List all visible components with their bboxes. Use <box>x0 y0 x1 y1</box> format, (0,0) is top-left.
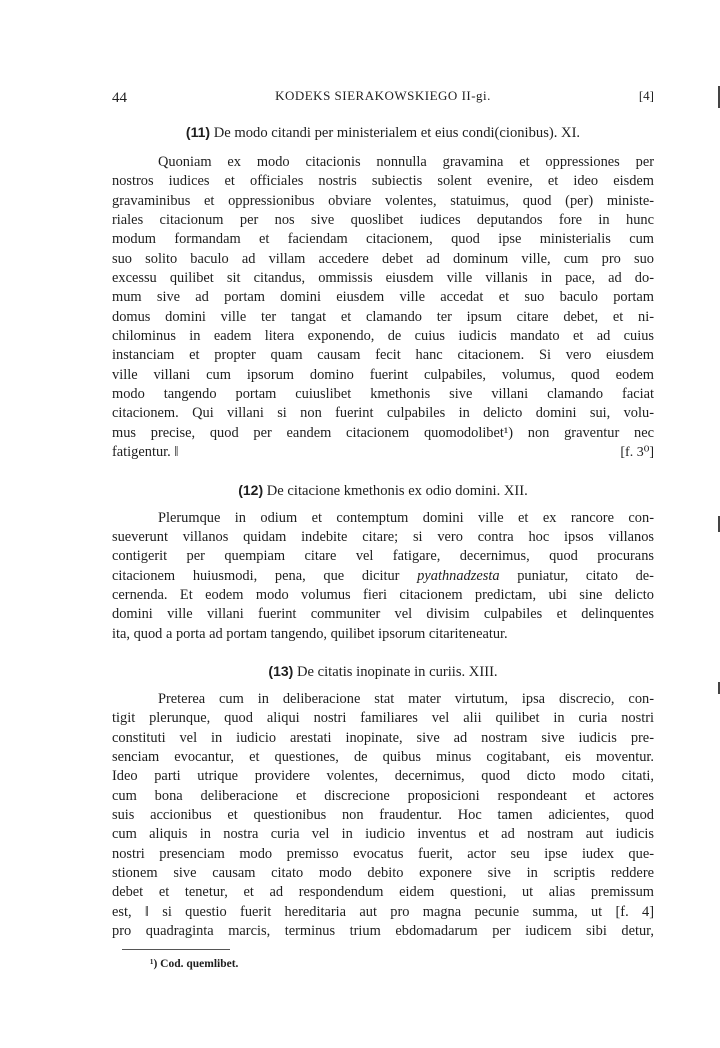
text-line: suis accionibus et questionibus non fraudentur. Hoc tamen adicientes, quod <box>112 806 654 823</box>
section-number: (12) <box>238 481 264 498</box>
text-line: cernenda. Et eodem modo volumus fieri citacionem predictam, ubi sine delicto <box>112 586 654 603</box>
page-header <box>112 88 654 108</box>
section-body <box>112 509 654 644</box>
section-title <box>112 661 654 681</box>
text-line: stionem sive causam citato modo debito exponere sive in scriptis reddere <box>112 865 654 881</box>
last-line-text: fatigentur. ‖ <box>112 444 179 461</box>
section-13 <box>112 661 654 941</box>
section-number: (11) <box>185 124 211 140</box>
text-line <box>112 567 654 586</box>
footnote: ¹) Cod. quemlibet. <box>150 958 239 970</box>
text-line: tigit plerunque, quod aliqui nostri familiares vel alii quilibet in curia nostri <box>112 710 654 727</box>
text-line: ita, quod a porta ad portam tangendo, quilibet ipsorum citariteneatur. <box>112 625 508 642</box>
main-text <box>112 122 654 941</box>
text-line: Preterea cum in deliberacione stat mater virtutum, ipsa discrecio, con- <box>158 690 654 707</box>
text-line: nostros iudices et officiales nostris subiectis solent evenire, et ideo eisdem <box>112 173 654 190</box>
text-line: cum bona deliberacione et discrecione proposicioni respondeant et actores <box>112 787 654 804</box>
section-body <box>112 153 654 463</box>
text-line: Quoniam ex modo citacionis nonnulla gravamina et oppressiones per <box>158 154 654 170</box>
text-line: modo tangendo portam cuiuslibet kmethonis sive villani clamando faciat <box>112 386 654 403</box>
text-line: instanciam et propter quam causam fecit hanc citacionem. Si vero eiusdem <box>112 347 654 364</box>
section-title <box>112 480 654 500</box>
text-line: Plerumque in odium et contemptum domini ville et ex rancore con- <box>158 509 654 526</box>
text-line: sueverunt villanos quidam indebite citare; si vero contra hoc ipsos villanos <box>112 528 654 545</box>
section-number: (13) <box>268 662 294 679</box>
text-segment: puniatur, citato de- <box>517 567 654 584</box>
text-line: domus domini ville ter tangat et clamando ter ipsum citare debet, et ni- <box>112 308 654 325</box>
text-line: suo solito baculo ad villam accedere debet ad dominum ville, cum pro suo <box>112 250 654 267</box>
text-line: debet et tenetur, et ad respondendum eidem questioni, ut alias premissum <box>112 884 654 901</box>
text-line: ville villani cum ipsorum domino fuerint culpabiles, volumus, quod eodem <box>112 366 654 383</box>
text-line: senciam evocantur, et questiones, de quibus minus cogitabant, eis moventur. <box>112 748 654 765</box>
text-line: chilominus in eadem litera exponendo, de cuius iudicis mandato et ad cuius <box>112 328 654 345</box>
text-line: constituti vel in iudicio arestati inopinate, sive ad nostram sive iudicis pre- <box>112 729 654 746</box>
text-line: citacionem. Qui villani si non fuerint culpabiles in delicto domini sui, volu- <box>112 405 654 422</box>
text-line: pro quadraginta marcis, terminus trium ebdomadarum per iudicem sibi detur, <box>112 923 654 940</box>
page-number: 44 <box>112 90 127 106</box>
text-line: mus precise, quod per eandem citacionem quomodolibet¹) non graventur nec <box>112 424 654 441</box>
text-line: riales citacionum per nos sive quoslibet iudices deputandos fore in hunc <box>112 212 654 229</box>
text-line-last <box>112 443 654 462</box>
section-11 <box>112 122 654 463</box>
italic-term: pyathnadzesta <box>417 567 500 584</box>
footnote-rule <box>122 949 230 950</box>
folio-mark: [f. 3⁰] <box>620 445 654 461</box>
section-12 <box>112 480 654 644</box>
text-line: gravaminibus et oppressionibus obviare volentes, statuimus, quod (per) ministe- <box>112 192 654 209</box>
section-body <box>112 690 654 941</box>
section-heading: De citacione kmethonis ex odio domini. XII. <box>266 482 528 499</box>
text-line: contigerit per quempiam citare vel fatigare, decernimus, quod procurans <box>112 548 654 565</box>
text-line: domini ville villani fuerint communiter vel divisim culpabiles et delinquentes <box>112 606 654 623</box>
text-segment: citacionem huiusmodi, pena, que dicitur <box>112 567 400 584</box>
text-line: Ideo parti utrique providere volentes, decernimus, quod dicto modo citati, <box>112 768 654 785</box>
text-line: mum sive ad portam domini eiusdem ville accedat et suo baculo portam <box>112 289 654 306</box>
section-title <box>112 122 654 142</box>
text-line: cum aliquis in nostra curia vel in iudicio inventus et ad nostram aut iudicis <box>112 826 654 843</box>
text-line: nostri presenciam modo premisso evocatus fuerit, actor seu ipse iudex que- <box>112 845 654 862</box>
text-line: modum formandam et faciendam citacionem, quod ipse ministerialis cum <box>112 231 654 248</box>
text-line: est, ‖ si questio fuerit hereditaria aut pro magna pecunie summa, ut [f. 4] <box>112 903 654 920</box>
section-heading: De citatis inopinate in curiis. XIII. <box>296 663 498 680</box>
bracket-number: [4] <box>638 88 654 103</box>
section-heading: De modo citandi per ministerialem et eius condi(cionibus). XI. <box>213 125 581 141</box>
running-title: KODEKS SIERAKOWSKIEGO II-gi. <box>275 88 491 103</box>
text-line: excessu quilibet sit citandus, ommissis eiusdem ville villanis in pace, ad do- <box>112 270 654 287</box>
